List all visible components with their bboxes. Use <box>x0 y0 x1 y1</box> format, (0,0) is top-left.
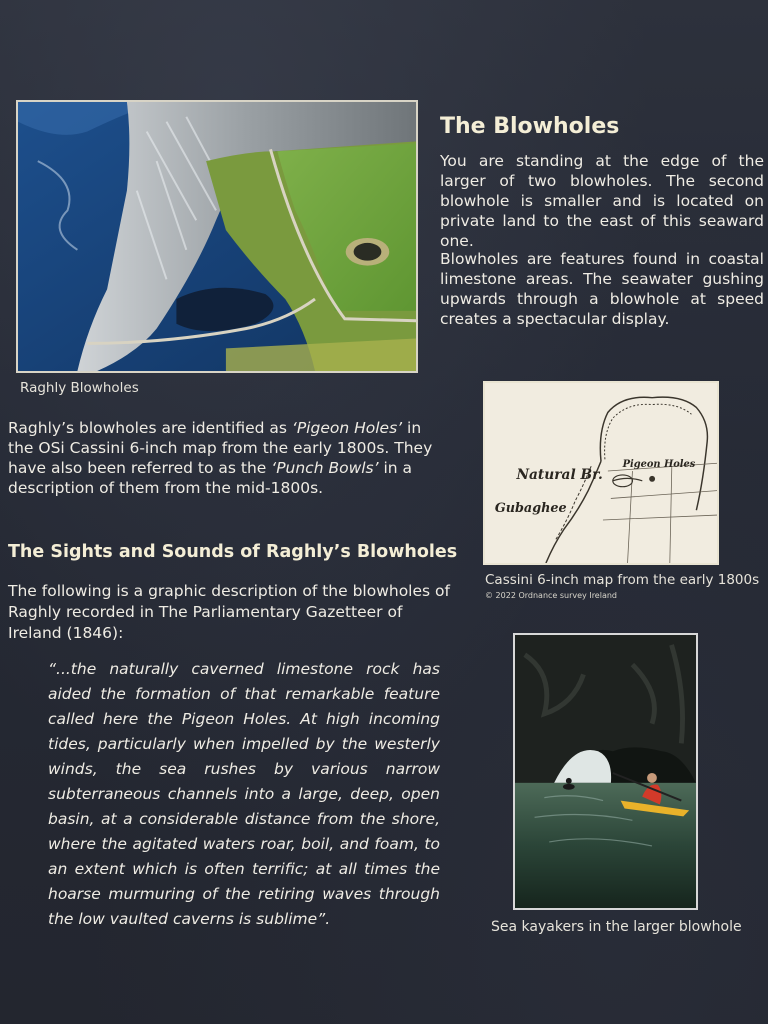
kayak-photo-caption: Sea kayakers in the larger blowhole <box>491 919 742 935</box>
gazetteer-quote: “...the naturally caverned limestone rock has aided the formation of that remarkable feature called here the Pigeon Holes. At high incoming tides, particularly when impelled by the westerly winds, the sea rushes by various narrow subterraneous channels into a large, deep, open basin, at a considerable distance from the shore, where the agitated waters roar, boil, and foam, to an extent which is often terrific; at all times the hoarse murmuring of the retiring waves through the low vaulted caverns is sublime”. <box>48 660 440 928</box>
kayak-photo <box>513 633 698 910</box>
names-paragraph <box>8 418 444 498</box>
cassini-map <box>483 381 719 565</box>
gubaghee-label: Gubaghee <box>494 501 567 517</box>
names-text-2: in the OSi Cassini 6-inch map from the early 1800s. They have also been referred to as the <box>8 419 433 477</box>
blowholes-paragraph-1: You are standing at the edge of the larger of two blowholes. The second blowhole is smaller and is located on private land to the east of this seaward one. <box>440 152 764 250</box>
sights-intro: The following is a graphic description of the blowholes of Raghly recorded in The Parliamentary Gazetteer of Ireland (1846): <box>8 582 450 642</box>
aerial-photo-caption: Raghly Blowholes <box>20 380 139 396</box>
aerial-photo-image <box>18 102 416 371</box>
blowholes-paragraph-2: Blowholes are features found in coastal limestone areas. The seawater gushing upwards through a blowhole at speed creates a spectacular display. <box>440 250 764 328</box>
punch-bowls-name: ‘Punch Bowls’ <box>271 459 379 477</box>
names-text-3: in a description of them from the mid-1800s. <box>8 459 413 497</box>
pigeon-holes-label: Pigeon Holes <box>622 459 696 471</box>
aerial-photo <box>16 100 418 373</box>
kayak-photo-image <box>515 635 696 908</box>
pigeon-holes-name: ‘Pigeon Holes’ <box>291 419 403 437</box>
cassini-map-caption: Cassini 6-inch map from the early 1800s <box>485 572 760 588</box>
blowholes-heading: The Blowholes <box>440 114 620 139</box>
names-text-1: Raghly’s blowholes are identified as <box>8 419 292 437</box>
cassini-map-image <box>485 383 717 563</box>
cassini-map-copyright: © 2022 Ordnance survey Ireland <box>485 591 618 600</box>
sights-heading: The Sights and Sounds of Raghly’s Blowholes <box>8 542 458 562</box>
natural-bridge-label: Natural Br. <box>516 466 603 483</box>
